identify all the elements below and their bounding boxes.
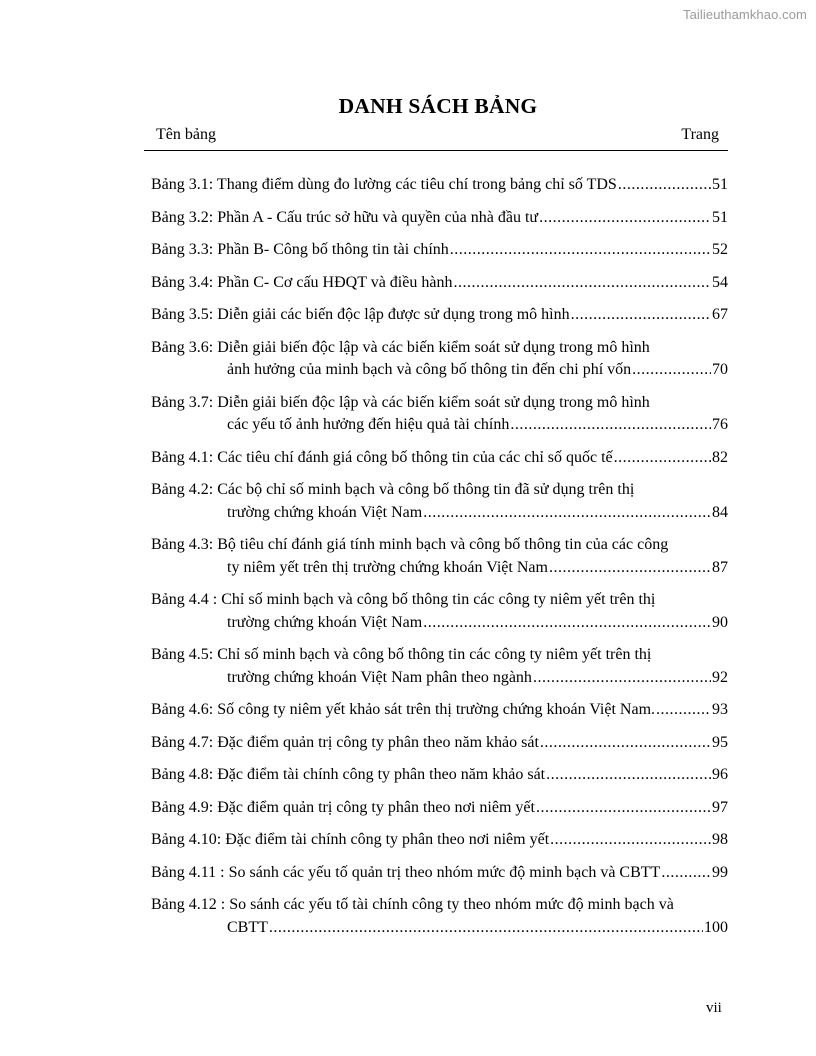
entry-title: Bảng 3.7: Diễn giải biến độc lập và các biến kiểm soát sử dụng trong mô hình <box>151 393 650 411</box>
entry-title-continued: trường chứng khoán Việt Nam phân theo ngành <box>227 668 532 686</box>
entry-line <box>151 359 728 382</box>
entry-line <box>151 797 728 820</box>
column-header <box>144 126 728 151</box>
entry-page: 54 <box>712 273 728 291</box>
table-list <box>151 174 728 949</box>
entry-line <box>151 272 728 295</box>
entry-title: Bảng 3.4: Phần C- Cơ cấu HĐQT và điều hành <box>151 273 453 291</box>
table-list-item[interactable] <box>151 272 728 295</box>
entry-title: Bảng 4.3: Bộ tiêu chí đánh giá tính minh bạch và công bố thông tin của các công <box>151 536 669 553</box>
dot-leader <box>510 414 711 437</box>
dot-leader <box>632 359 711 382</box>
entry-page: 93 <box>712 701 728 718</box>
entry-page: 92 <box>712 668 728 686</box>
entry-title: Bảng 4.7: Đặc điểm quản trị công ty phân theo năm khảo sát <box>151 733 539 751</box>
entry-title-continued: ảnh hưởng của minh bạch và công bố thông tin đến chi phí vốn <box>227 361 632 378</box>
entry-page: 95 <box>712 733 728 751</box>
entry-page: 100 <box>704 918 728 936</box>
entry-line <box>151 557 728 580</box>
table-list-item[interactable] <box>151 644 728 689</box>
entry-page: 97 <box>712 798 728 816</box>
entry-page: 70 <box>712 361 728 378</box>
dot-leader <box>533 667 711 690</box>
page-title: DANH SÁCH BẢNG <box>338 94 538 118</box>
table-list-item[interactable] <box>151 797 728 820</box>
entry-title-continued: trường chứng khoán Việt Nam <box>227 613 423 631</box>
entry-line <box>151 699 728 722</box>
dot-leader <box>453 272 711 295</box>
table-list-item[interactable] <box>151 392 728 437</box>
dot-leader <box>656 699 711 722</box>
table-list-item[interactable] <box>151 337 728 382</box>
entry-page: 82 <box>712 448 728 466</box>
entry-line <box>151 764 728 787</box>
entry-title: Bảng 4.12 : So sánh các yếu tố tài chính công ty theo nhóm mức độ minh bạch và <box>151 896 674 913</box>
dot-leader <box>571 304 711 327</box>
table-list-item[interactable] <box>151 732 728 755</box>
watermark: Tailieuthamkhao.com <box>682 7 807 22</box>
dot-leader <box>661 862 711 885</box>
entry-title: Bảng 3.2: Phần A - Cấu trúc sở hữu và quyền của nhà đầu tư <box>151 208 539 226</box>
entry-line <box>151 447 728 470</box>
table-list-item[interactable] <box>151 239 728 262</box>
entry-title-continued: CBTT <box>227 918 268 936</box>
entry-title-continued: trường chứng khoán Việt Nam <box>227 503 423 521</box>
entry-title: Bảng 4.1: Các tiêu chí đánh giá công bố thông tin của các chỉ số quốc tế <box>151 448 613 466</box>
entry-title: Bảng 4.6: Số công ty niêm yết khảo sát trên thị trường chứng khoán Việt Nam. <box>151 701 656 718</box>
entry-line <box>151 414 728 437</box>
dot-leader <box>450 239 711 262</box>
table-list-item[interactable] <box>151 894 728 939</box>
entry-title: Bảng 4.2: Các bộ chỉ số minh bạch và công bố thông tin đã sử dụng trên thị <box>151 481 635 498</box>
entry-line <box>151 304 728 327</box>
table-list-item[interactable] <box>151 207 728 230</box>
dot-leader <box>536 797 711 820</box>
entry-title: Bảng 3.6: Diễn giải biến độc lập và các biến kiểm soát sử dụng trong mô hình <box>151 338 650 356</box>
entry-line <box>151 667 728 690</box>
entry-page: 98 <box>712 831 728 848</box>
dot-leader <box>423 502 711 525</box>
entry-title: Bảng 3.3: Phần B- Công bố thông tin tài chính <box>151 241 449 258</box>
table-list-item[interactable] <box>151 174 728 197</box>
entry-title: Bảng 4.10: Đặc điểm tài chính công ty phân theo nơi niêm yết <box>151 831 550 848</box>
entry-line <box>151 917 728 940</box>
table-list-item[interactable] <box>151 479 728 524</box>
entry-line <box>151 174 728 197</box>
entry-line <box>151 732 728 755</box>
dot-leader <box>618 174 711 197</box>
column-header-page: Trang <box>681 126 719 143</box>
entry-page: 90 <box>712 613 728 631</box>
entry-line <box>151 862 728 885</box>
dot-leader <box>539 207 711 230</box>
dot-leader <box>550 829 711 852</box>
dot-leader <box>423 612 711 635</box>
entry-page: 51 <box>712 208 728 226</box>
entry-line <box>151 612 728 635</box>
entry-line <box>151 239 728 262</box>
entry-title-continued: ty niêm yết trên thị trường chứng khoán Việt Nam <box>227 558 548 576</box>
table-list-item[interactable] <box>151 304 728 327</box>
dot-leader <box>549 557 711 580</box>
table-list-item[interactable] <box>151 829 728 852</box>
entry-page: 51 <box>712 176 728 193</box>
entry-page: 76 <box>712 416 728 433</box>
table-list-item[interactable] <box>151 534 728 579</box>
table-list-item[interactable] <box>151 589 728 634</box>
dot-leader <box>540 732 711 755</box>
entry-title: Bảng 4.11 : So sánh các yếu tố quản trị theo nhóm mức độ minh bạch và CBTT <box>151 863 661 881</box>
dot-leader <box>614 447 711 470</box>
entry-page: 96 <box>712 766 728 783</box>
dot-leader <box>269 917 703 940</box>
entry-title-continued: các yếu tố ảnh hưởng đến hiệu quả tài chính <box>227 416 510 433</box>
table-list-item[interactable] <box>151 699 728 722</box>
entry-title: Bảng 4.8: Đặc điểm tài chính công ty phân theo năm khảo sát <box>151 766 546 783</box>
entry-page: 84 <box>712 503 728 521</box>
entry-page: 67 <box>712 306 728 323</box>
entry-title: Bảng 4.4 : Chỉ số minh bạch và công bố thông tin các công ty niêm yết trên thị <box>151 591 656 608</box>
table-list-item[interactable] <box>151 447 728 470</box>
page-number: vii <box>706 1000 722 1016</box>
entry-page: 99 <box>712 863 728 881</box>
entry-title: Bảng 4.5: Chỉ số minh bạch và công bố thông tin các công ty niêm yết trên thị <box>151 646 652 663</box>
table-list-item[interactable] <box>151 764 728 787</box>
entry-line <box>151 207 728 230</box>
table-list-item[interactable] <box>151 862 728 885</box>
entry-page: 87 <box>712 558 728 576</box>
entry-line <box>151 829 728 852</box>
entry-title: Bảng 3.5: Diễn giải các biến độc lập được sử dụng trong mô hình <box>151 306 570 323</box>
column-header-name: Tên bảng <box>156 126 216 143</box>
entry-title: Bảng 4.9: Đặc điểm quản trị công ty phân theo nơi niêm yết <box>151 798 535 816</box>
entry-line <box>151 502 728 525</box>
entry-title: Bảng 3.1: Thang điểm dùng đo lường các tiêu chí trong bảng chỉ số TDS <box>151 176 617 193</box>
entry-page: 52 <box>712 241 728 258</box>
dot-leader <box>546 764 711 787</box>
